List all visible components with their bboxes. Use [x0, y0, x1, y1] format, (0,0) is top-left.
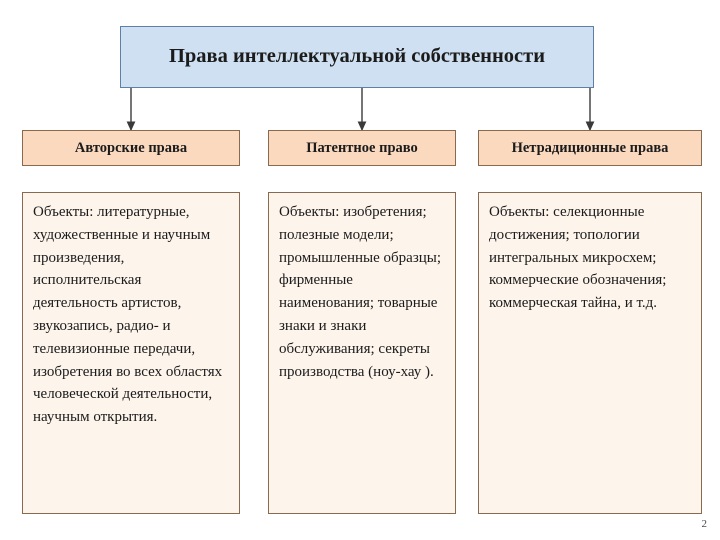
diagram-title-box	[120, 26, 594, 88]
column-header-label-3: Нетрадиционные права	[511, 139, 669, 156]
column-body-box-3	[478, 192, 702, 514]
column-body-text-1: Объекты: литературные, художественные и научным произведения, исполнительская деятельность артистов, звукозапись, радио- и телевизионные передачи, изобретения во всех областях человеческой деятельности, научным открытия.	[33, 204, 226, 426]
column-header-box-3	[478, 130, 702, 166]
column-body-text-2: Объекты: изобретения; полезные модели; промышленные образцы; фирменные наименования; товарные знаки и знаки обслуживания; секреты производства (ноу-хау ).	[279, 204, 445, 380]
column-body-box-2	[268, 192, 456, 514]
column-body-box-1	[22, 192, 240, 514]
page-number: 2	[701, 518, 707, 530]
diagram-title-text: Права интеллектуальной собственности	[168, 45, 546, 68]
column-header-label-1: Авторские права	[74, 139, 188, 156]
column-body-text-3: Объекты: селекционные достижения; топологии интегральных микросхем; коммерческие обозначения; коммерческая тайна, и т.д.	[489, 204, 671, 312]
column-header-box-2	[268, 130, 456, 166]
column-header-label-2: Патентное право	[306, 139, 418, 156]
column-header-box-1	[22, 130, 240, 166]
